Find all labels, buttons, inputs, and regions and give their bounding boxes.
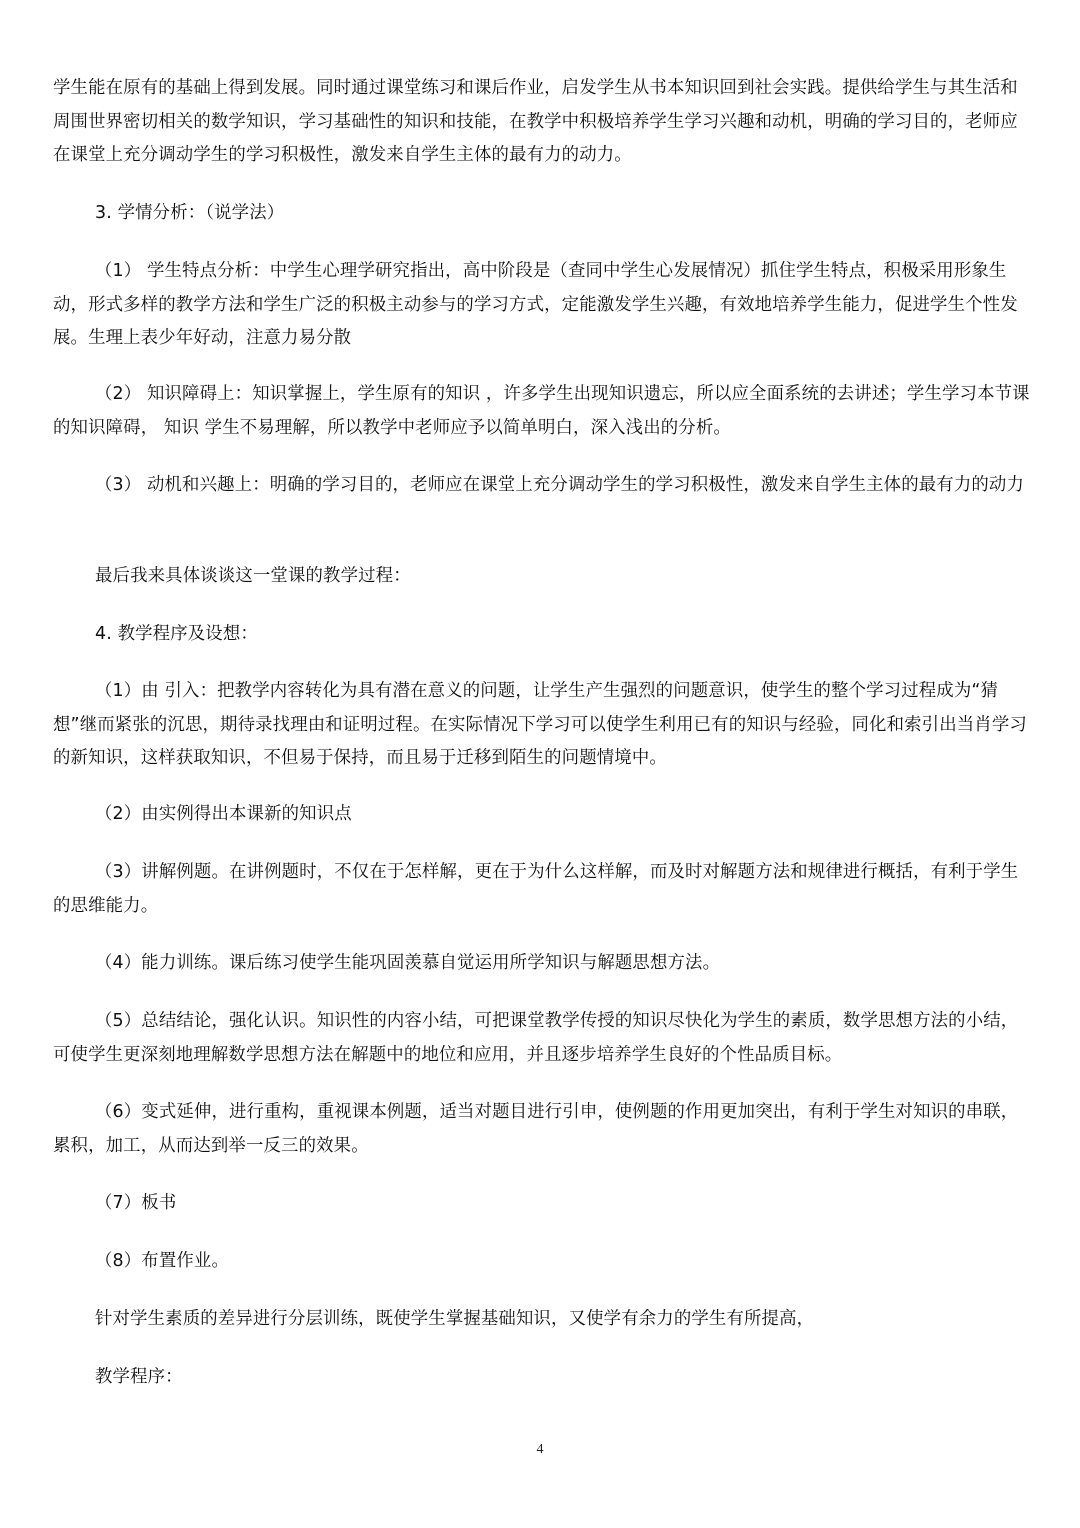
paragraph-knowledge-obstacles: （2） 知识障碍上：知识掌握上，学生原有的知识 ，许多学生出现知识遗忘，所以应全面系统的去讲述；学生学习本节课的知识障碍， 知识 学生不易理解，所以教学中老师应予以简单明白，深入浅出的分析。 [53,384,1030,438]
heading-teaching-procedure: 4. 教学程序及设想： [95,624,258,644]
paragraph-step-4-training: （4）能力训练。课后练习使学生能巩固羡慕自觉运用所学知识与解题思想方法。 [95,953,721,973]
paragraph-layered-training: 针对学生素质的差异进行分层训练，既使学生掌握基础知识，又使学有余力的学生有所提高， [95,1309,815,1329]
paragraph-step-6-extension: （6）变式延伸，进行重构，重视课本例题，适当对题目进行引申，使例题的作用更加突出，有利于学生对知识的串联，累积，加工，从而达到举一反三的效果。 [53,1102,1019,1156]
paragraph-step-1-introduction: （1）由 引入：把教学内容转化为具有潜在意义的问题，让学生产生强烈的问题意识，使学生的整个学习过程成为“猜想”继而紧张的沉思，期待录找理由和证明过程。在实际情况下学习可以使学生利用已有的知识与经验，同化和索引出当肖学习的新知识，这样获取知识，不但易于保持，而且易于迁移到陌生的问题情境中。 [53,681,1027,768]
paragraph-student-characteristics: （1） 学生特点分析：中学生心理学研究指出，高中阶段是（查同中学生心发展情况）抓住学生特点，积极采用形象生动，形式多样的教学方法和学生广泛的积极主动参与的学习方式，定能激发学生兴趣，有效地培养学生能力，促进学生个性发展。生理上表少年好动，注意力易分散 [53,261,1018,348]
heading-learning-analysis: 3. 学情分析：（说学法） [95,203,285,223]
paragraph-step-8-homework: （8）布置作业。 [95,1251,229,1271]
page-number: 4 [536,1442,544,1457]
paragraph-step-5-summary: （5）总结结论，强化认识。知识性的内容小结，可把课堂教学传授的知识尽快化为学生的素质，数学思想方法的小结，可使学生更深刻地理解数学思想方法在解题中的地位和应用，并且逐步培养学生良好的个性品质目标。 [53,1011,1019,1065]
paragraph-step-3-examples: （3）讲解例题。在讲例题时，不仅在于怎样解，更在于为什么这样解，而及时对解题方法和规律进行概括，有利于学生的思维能力。 [53,862,1019,916]
paragraph-teaching-process-intro: 最后我来具体谈谈这一堂课的教学过程： [95,566,411,586]
paragraph-intro: 学生能在原有的基础上得到发展。同时通过课堂练习和课后作业，启发学生从书本知识回到社会实践。提供给学生与其生活和周围世界密切相关的数学知识，学习基础性的知识和技能，在教学中积极培养学生学习兴趣和动机，明确的学习目的，老师应在课堂上充分调动学生的学习积极性，激发来自学生主体的最有力的动力。 [53,78,1018,165]
paragraph-step-2: （2）由实例得出本课新的知识点 [95,804,352,824]
heading-teaching-program: 教学程序： [95,1367,183,1387]
paragraph-motivation-interest: （3） 动机和兴趣上：明确的学习目的，老师应在课堂上充分调动学生的学习积极性，激发来自学生主体的最有力的动力 [95,475,1025,495]
paragraph-step-7-blackboard: （7）板书 [95,1193,177,1213]
